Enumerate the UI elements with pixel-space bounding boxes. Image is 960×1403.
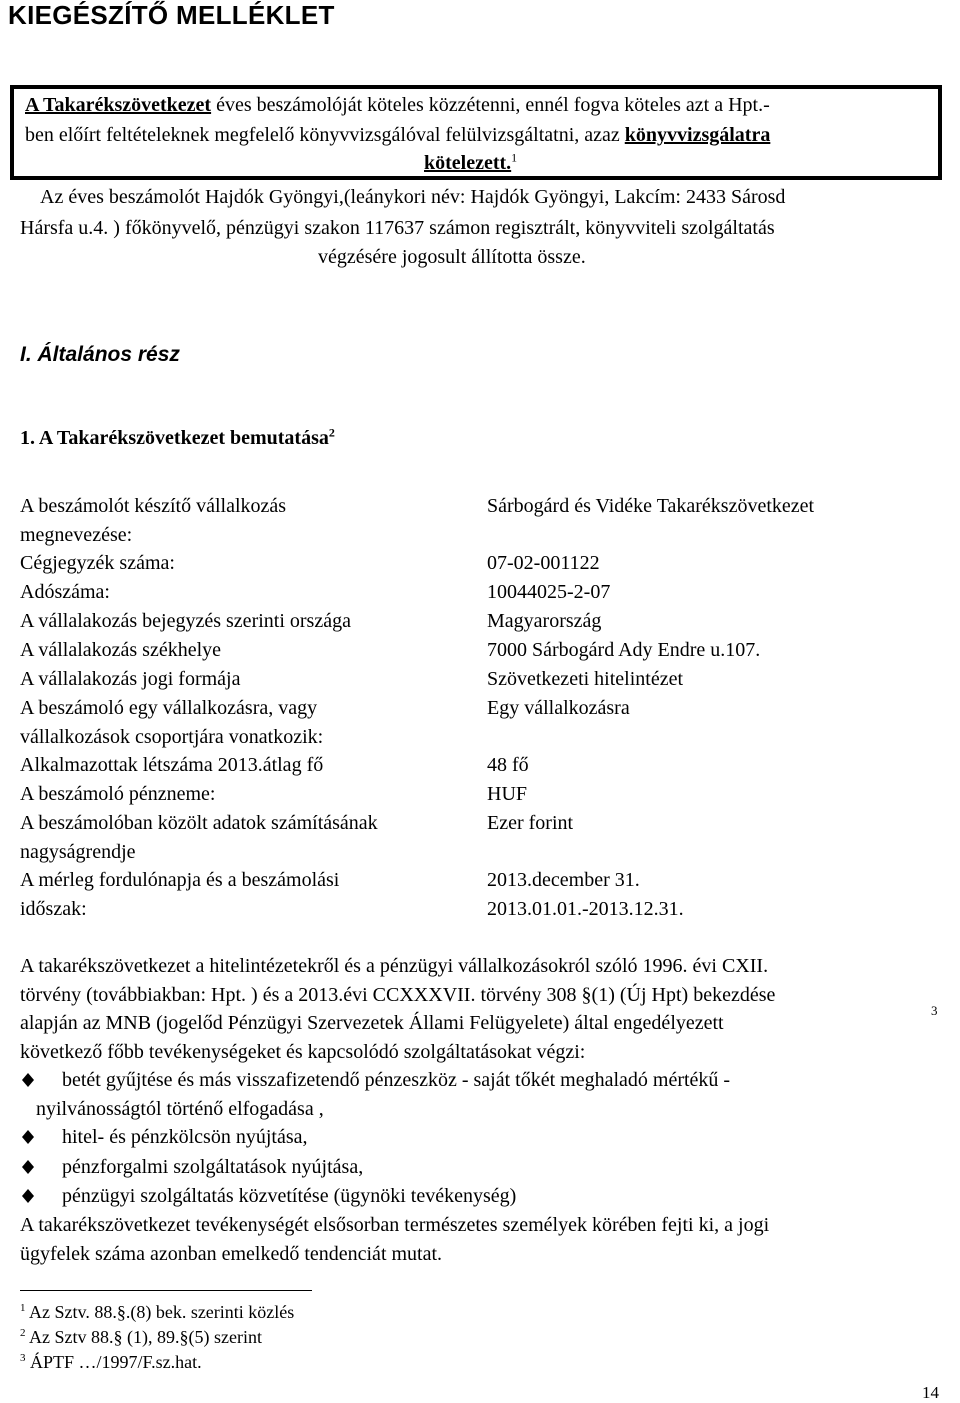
table-label: vállalkozások csoportjára vonatkozik: [20,726,324,748]
footnote-ref-3: 3 [931,1003,938,1018]
document-title: KIEGÉSZÍTŐ MELLÉKLET [8,0,335,30]
table-label: A beszámoló egy vállalkozásra, vagy [20,697,318,719]
table-value: 2013.december 31. [487,869,640,891]
table-value: 7000 Sárbogárd Ady Endre u.107. [487,639,761,661]
footnote-separator [20,1290,312,1291]
list-item: pénzforgalmi szolgáltatások nyújtása, [62,1156,364,1178]
table-value: 10044025-2-07 [487,581,611,603]
body-paragraph-1-line-2: törvény (továbbiakban: Hpt. ) és a 2013.évi CCXXXVII. törvény 308 §(1) (Új Hpt) bekezdése [20,984,776,1006]
table-label: időszak: [20,898,87,920]
table-value: 48 fő [487,754,529,776]
table-label: A vállalakozás bejegyzés szerinti országa [20,610,351,632]
table-label: A vállalakozás székhelye [20,639,222,661]
body-paragraph-1-line-3: alapján az MNB (jogelőd Pénzügyi Szervezetek Állami Felügyelete) által engedélyezett [20,1012,724,1034]
intro-line-3: kötelezett.$^1$ [424,150,518,174]
body-paragraph-1-line-4: következő főbb tevékenységeket és kapcsolódó szolgáltatásokat végzi: [20,1041,586,1063]
list-item-continuation: nyilvánosságtól történő elfogadása , [36,1098,324,1120]
table-label: Adószáma: [20,581,110,603]
table-label: Cégjegyzék száma: [20,552,175,574]
subsection-title: 1. A Takarékszövetkezet bemutatása$^2$ [20,425,335,449]
footnote-2: $^2$ Az Sztv 88.§ (1), 89.§(5) szerint [20,1327,262,1347]
page-number: 14 [922,1383,939,1402]
body-paragraph-1-line-1: A takarékszövetkezet a hitelintézetekről és a pénzügyi vállalkozásokról szóló 1996. évi CXII. [20,955,769,977]
diamond-bullet-icon [22,1189,34,1208]
table-value: Ezer forint [487,812,574,834]
diamond-bullet-icon [22,1073,34,1092]
table-value: Egy vállalkozásra [487,697,630,719]
footnote-ref-2: 2 [328,425,335,440]
table-label: A beszámolót készítő vállalkozás [20,495,287,517]
table-value: 2013.01.01.-2013.12.31. [487,898,684,920]
list-item: betét gyűjtése és más visszafizetendő pénzeszköz - saját tőkét meghaladó mértékű - [62,1069,731,1091]
table-label: Alkalmazottak létszáma 2013.átlag fő [20,754,324,776]
list-item: hitel- és pénzkölcsön nyújtása, [62,1126,308,1148]
table-value: 07-02-001122 [487,552,600,574]
table-label: A vállalakozás jogi formája [20,668,241,690]
body-paragraph-2-line-2: ügyfelek száma azonban emelkedő tendenciát mutat. [20,1243,443,1265]
table-label: A beszámolóban közölt adatok számításának [20,812,378,834]
table-label: megnevezése: [20,524,133,546]
table-value: Sárbogárd és Vidéke Takarékszövetkezet [487,495,815,517]
intro-term-konyvvizsgalatra: könyvvizsgálatra [624,124,771,146]
table-value: Magyarország [487,610,602,632]
diamond-bullet-icon [22,1160,34,1179]
table-value: Szövetkezeti hitelintézet [487,668,684,690]
footnote-1: $^1$ Az Sztv. 88.§.(8) bek. szerinti közlés [20,1302,295,1322]
table-value: HUF [487,783,528,805]
section-heading: I. Általános rész [20,343,180,366]
table-label: A mérleg fordulónapja és a beszámolási [20,869,340,891]
diamond-bullet-icon [22,1130,34,1149]
footnote-ref-1: 1 [511,150,518,165]
intro-line-5: Hársfa u.4. ) főkönyvelő, pénzügyi szakon 117637 számon regisztrált, könyvviteli szolgáltatás [20,217,775,239]
intro-term-takarekszovetkezet: A Takarékszövetkezet [25,94,212,116]
intro-line-2: ben előírt feltételeknek megfelelő könyvvizsgálóval felülvizsgáltatni, azaz könyvvizsgálatra [25,124,771,146]
footnote-3: $^3$ ÁPTF …/1997/F.sz.hat. [20,1352,202,1372]
table-label: nagyságrendje [20,841,136,863]
intro-line-6: végzésére jogosult állította össze. [318,246,586,268]
body-paragraph-2-line-1: A takarékszövetkezet tevékenységét elsősorban természetes személyek körében fejti ki, a jogi [20,1214,770,1236]
intro-line-4: Az éves beszámolót Hajdók Gyöngyi,(leánykori név: Hajdók Gyöngyi, Lakcím: 2433 Sárosd [40,186,786,208]
table-label: A beszámoló pénzneme: [20,783,216,805]
intro-line-1: A Takarékszövetkezet éves beszámolóját köteles közzétenni, ennél fogva köteles azt a Hpt.- [25,94,770,116]
list-item: pénzügyi szolgáltatás közvetítése (ügynöki tevékenység) [62,1185,517,1207]
